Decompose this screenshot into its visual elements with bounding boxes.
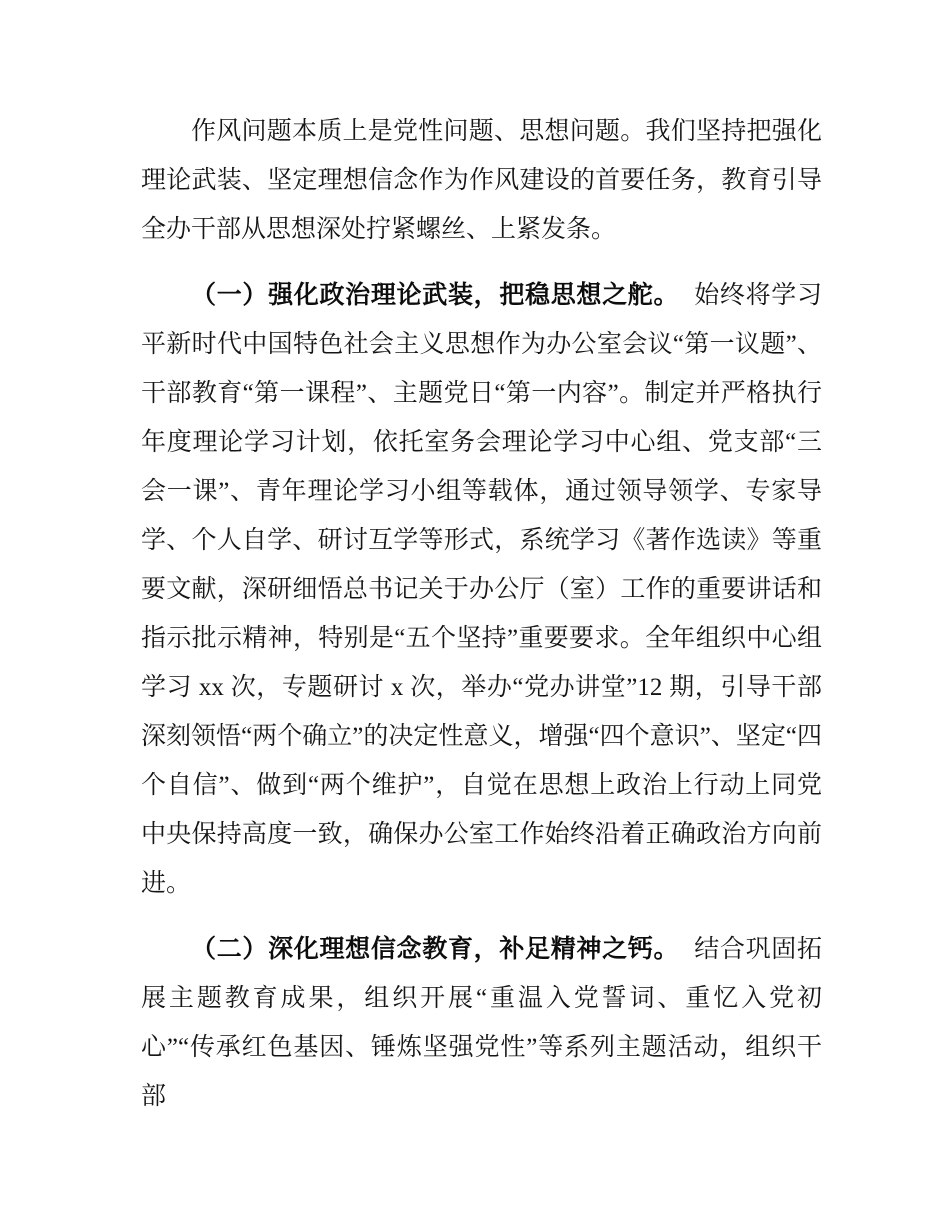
section-2-text: 结合巩固拓展主题教育成果，组织开展“重温入党誓词、重忆入党初心”“传承红色基因、锤炼坚强党性”等系列主题活动，组织干部 — [141, 936, 822, 1110]
paragraph-section-1 — [141, 271, 822, 908]
paragraph-intro-text: 作风问题本质上是党性问题、思想问题。我们坚持把强化理论武装、坚定理想信念作为作风建设的首要任务，教育引导全办干部从思想深处拧紧螺丝、上紧发条。 — [141, 118, 822, 243]
paragraph-section-2 — [141, 925, 822, 1121]
section-1-text: 始终将学习平新时代中国特色社会主义思想作为办公室会议“第一议题”、干部教育“第一课程”、主题党日“第一内容”。制定并严格执行年度理论学习计划，依托室务会理论学习中心组、党支部“三会一课”、青年理论学习小组等载体，通过领导领学、专家导学、个人自学、研讨互学等形式，系统学习《著作选读》等重要文献，深研细悟总书记关于办公厅（室）工作的重要讲话和指示批示精神，特别是“五个坚持”重要要求。全年组织中心组学习 xx 次，专题研讨 x 次，举办“党办讲堂”12 期，引导干部深刻领悟“两个确立”的决定性意义，增强“四个意识”、坚定“四个自信”、做到“两个维护”，自觉在思想上政治上行动上同党中央保持高度一致，确保办公室工作始终沿着正确政治方向前进。 — [141, 282, 822, 897]
section-2-heading: （二）深化理想信念教育，补足精神之钙。 — [191, 935, 680, 963]
document-body — [141, 107, 822, 1121]
paragraph-intro — [141, 107, 822, 254]
section-1-heading: （一）强化政治理论武装，把稳思想之舵。 — [191, 281, 680, 309]
